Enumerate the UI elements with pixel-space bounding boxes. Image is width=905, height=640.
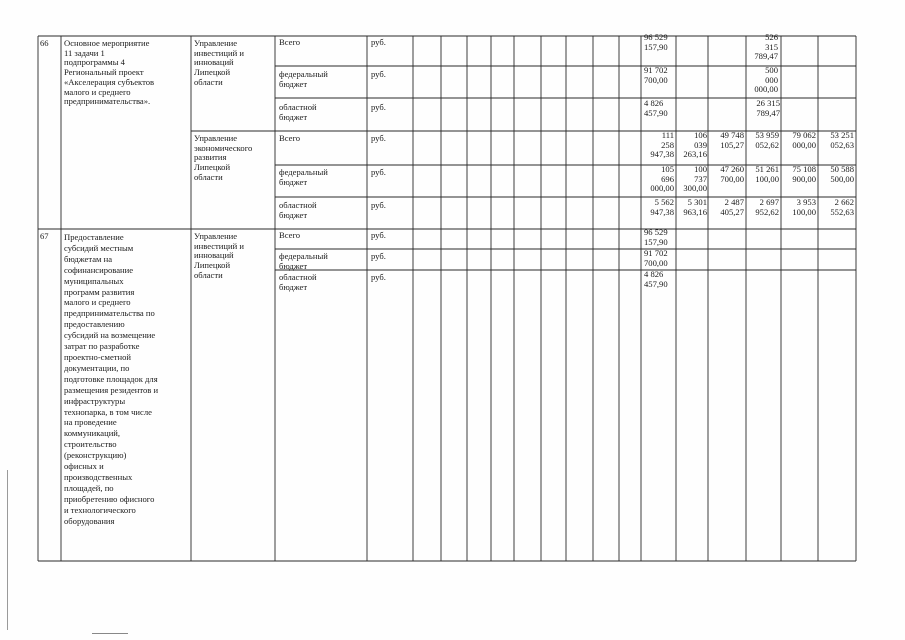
row-66-a-federal-value-2: 500 000 000,00 xyxy=(754,65,778,95)
row-67-total-unit: руб. xyxy=(371,230,386,240)
row-66-b-federal-value-1: 105 696 000,00 xyxy=(650,164,674,194)
row-66-b-total-value-6: 53 251 052,63 xyxy=(830,130,854,150)
row-66-name: Основное мероприятие 11 задачи 1 подпрограммы 4 Региональный проект «Акселерация субъектов малого и среднего предпринимательства». xyxy=(64,38,155,107)
row-67-name: Предоставление субсидий местным бюджетам на софинансирование муниципальных программ развития малого и среднего предпринимательства по предоставлению субсидий на возмещение затрат по разработке проектно-сметной документации, по подготовке площадок для размещения резидентов и инфраструктуры технопарка, в том числе на проведение коммуникаций, строительство (реконструкцию) офисных и производственных площадей, по приобретению офисного и технологического оборудования xyxy=(64,232,159,526)
row-66-a-federal-unit: руб. xyxy=(371,69,386,79)
row-66-b-regional-value-2: 5 301 963,16 xyxy=(683,197,707,217)
row-66-a-total-label: Всего xyxy=(279,37,301,47)
row-67-number: 67 xyxy=(40,231,49,241)
row-66-b-federal-unit: руб. xyxy=(371,167,386,177)
row-66-b-federal-value-5: 75 108 900,00 xyxy=(792,164,816,184)
row-67-federal-unit: руб. xyxy=(371,251,386,261)
row-66-a-regional-value-2: 26 315 789,47 xyxy=(756,98,780,118)
row-67-total-value-1: 96 529 157,90 xyxy=(644,227,668,247)
row-66-b-regional-value-6: 2 662 552,63 xyxy=(830,197,854,217)
row-66-b-regional-value-4: 2 697 952,62 xyxy=(755,197,779,217)
row-67-federal-value-1: 91 702 700,00 xyxy=(644,248,668,268)
row-66-b-regional-value-3: 2 487 405,27 xyxy=(720,197,744,217)
row-66-b-federal-label: федеральный бюджет xyxy=(279,167,328,187)
row-66-b-total-label: Всего xyxy=(279,133,301,143)
row-66-a-regional-label: областной бюджет xyxy=(279,102,317,122)
row-66-b-total-unit: руб. xyxy=(371,133,386,143)
footer-rule xyxy=(92,633,128,634)
row-66-executor-b: Управление экономического развития Липецкой области xyxy=(194,133,253,182)
row-66-b-regional-label: областной бюджет xyxy=(279,200,317,220)
row-66-a-total-value-2: 526 315 789,47 xyxy=(754,32,778,62)
row-67-total-label: Всего xyxy=(279,230,301,240)
scan-edge-mark xyxy=(7,470,8,630)
row-66-a-regional-value-1: 4 826 457,90 xyxy=(644,98,668,118)
row-66-b-total-value-4: 53 959 052,62 xyxy=(755,130,779,150)
row-66-a-federal-label: федеральный бюджет xyxy=(279,69,328,89)
row-66-b-federal-value-4: 51 261 100,00 xyxy=(755,164,779,184)
row-66-b-regional-unit: руб. xyxy=(371,200,386,210)
row-67-regional-value-1: 4 826 457,90 xyxy=(644,269,668,289)
row-66-b-federal-value-2: 100 737 300,00 xyxy=(683,164,707,194)
row-66-executor-a: Управление инвестиций и инноваций Липецкой области xyxy=(194,38,244,87)
row-67-executor: Управление инвестиций и инноваций Липецкой области xyxy=(194,231,244,280)
row-66-b-total-value-1: 111 258 947,38 xyxy=(650,130,674,160)
row-66-b-regional-value-5: 3 953 100,00 xyxy=(792,197,816,217)
row-67-regional-unit: руб. xyxy=(371,272,386,282)
row-66-b-federal-value-3: 47 260 700,00 xyxy=(720,164,744,184)
row-66-a-total-unit: руб. xyxy=(371,37,386,47)
row-67-federal-label: федеральный бюджет xyxy=(279,251,328,271)
row-66-b-total-value-5: 79 062 000,00 xyxy=(792,130,816,150)
row-66-a-total-value-1: 96 529 157,90 xyxy=(644,32,668,52)
row-67-regional-label: областной бюджет xyxy=(279,272,317,292)
row-66-b-total-value-3: 49 748 105,27 xyxy=(720,130,744,150)
row-66-b-regional-value-1: 5 562 947,38 xyxy=(650,197,674,217)
row-66-b-federal-value-6: 50 588 500,00 xyxy=(830,164,854,184)
row-66-a-federal-value-1: 91 702 700,00 xyxy=(644,65,668,85)
row-66-number: 66 xyxy=(40,38,49,48)
row-66-a-regional-unit: руб. xyxy=(371,102,386,112)
row-66-b-total-value-2: 106 039 263,16 xyxy=(683,130,707,160)
